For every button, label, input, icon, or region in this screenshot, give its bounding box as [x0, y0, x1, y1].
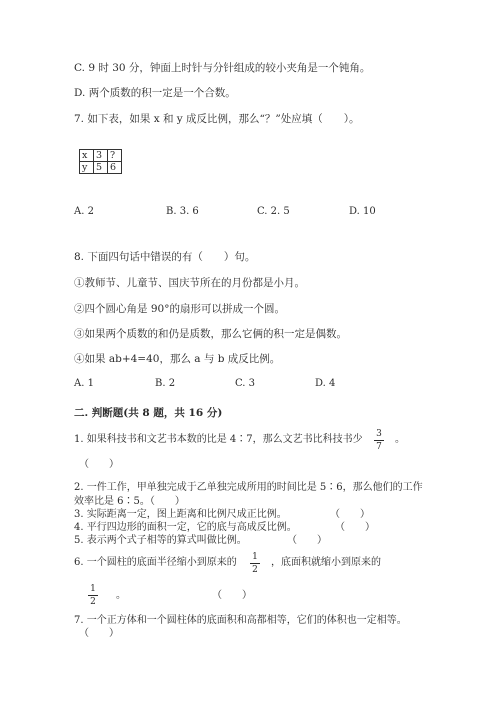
judge-q7-answer-paren: （ ）	[79, 628, 119, 639]
q6-option-c: C. 9 时 30 分，钟面上时针与分针组成的较小夹角是一个钝角。	[74, 62, 371, 74]
q8-stem: 8. 下面四句话中错误的有（ ）句。	[74, 251, 256, 263]
table-row	[80, 162, 122, 174]
table-row	[80, 150, 122, 162]
table-cell: x	[80, 150, 94, 162]
q7-stem: 7. 如下表，如果 x 和 y 成反比例，那么“？”处应填（ ）。	[74, 113, 360, 125]
table-cell: 5	[94, 162, 108, 174]
fraction-bar	[250, 563, 260, 564]
judge-q2-line2: 效率比是 6∶5。（ ）	[74, 496, 185, 507]
q7-option-b: B. 3. 6	[166, 206, 199, 217]
q8-option-b: B. 2	[155, 378, 176, 389]
q7-option-d: D. 10	[349, 206, 376, 217]
table-cell: ?	[108, 150, 122, 162]
judge-q4-answer-paren: （ ）	[335, 522, 375, 533]
q8-statement-1: ①教师节、儿童节、国庆节所在的月份都是小月。	[74, 277, 305, 289]
fraction-denominator: 2	[90, 597, 96, 607]
table-cell: 6	[108, 162, 122, 174]
section-title: 二. 判断题(共 8 题，共 16 分)	[74, 407, 223, 419]
judge-q1-answer-paren: （ ）	[79, 459, 119, 470]
judge-q5: 5. 表示两个式子相等的算式叫做比例。	[74, 535, 247, 546]
fraction-bar	[374, 440, 384, 441]
judge-q6-end: 。	[116, 590, 126, 601]
fraction-numerator: 1	[252, 552, 258, 562]
fraction-denominator: 2	[252, 565, 258, 575]
judge-q3: 3. 实际距离一定，图上距离和比例尺成正比例。	[74, 509, 287, 520]
q8-option-a: A. 1	[74, 378, 94, 389]
q8-option-d: D. 4	[315, 378, 336, 389]
q8-statement-2: ②四个圆心角是 90°的扇形可以拼成一个圆。	[74, 303, 285, 315]
judge-q6-text: 6. 一个圆柱的底面半径缩小到原来的	[74, 557, 237, 568]
fraction-three-sevenths	[372, 429, 386, 452]
judge-q4: 4. 平行四边形的面积一定，它的底与高成反比例。	[74, 522, 297, 533]
fraction-bar	[88, 595, 98, 596]
judge-q7: 7. 一个正方体和一个圆柱体的底面积和高都相等，它们的体积也一定相等。	[74, 615, 407, 626]
judge-q5-answer-paren: （ ）	[287, 535, 327, 546]
judge-q1-end: 。	[395, 434, 405, 445]
fraction-numerator: 1	[90, 584, 96, 594]
judge-q2-line1: 2. 一件工作，甲单独完成于乙单独完成所用的时间比是 5∶6，那么他们的工作	[74, 482, 423, 493]
q7-option-c: C. 2. 5	[257, 206, 290, 217]
fraction-one-half	[248, 552, 262, 575]
q8-statement-4: ④如果 ab+4=40，那么 a 与 b 成反比例。	[74, 353, 281, 365]
fraction-numerator: 3	[376, 429, 382, 439]
q8-option-c: C. 3	[235, 378, 256, 389]
fraction-denominator: 7	[376, 442, 382, 452]
q8-statement-3: ③如果两个质数的和仍是质数，那么它俩的积一定是偶数。	[74, 328, 347, 340]
xy-table	[79, 149, 122, 174]
table-cell: y	[80, 162, 94, 174]
fraction-one-half-2	[86, 584, 100, 607]
judge-q6-answer-paren: （ ）	[212, 590, 252, 601]
judge-q6-after: ，底面积就缩小到原来的	[271, 557, 381, 568]
table-cell: 3	[94, 150, 108, 162]
judge-q1-text: 1. 如果科技书和文艺书本数的比是 4∶7，那么文艺书比科技书少	[74, 434, 363, 445]
judge-q3-answer-paren: （ ）	[330, 509, 370, 520]
q7-option-a: A. 2	[74, 206, 94, 217]
q6-option-d: D. 两个质数的积一定是一个合数。	[74, 87, 236, 99]
